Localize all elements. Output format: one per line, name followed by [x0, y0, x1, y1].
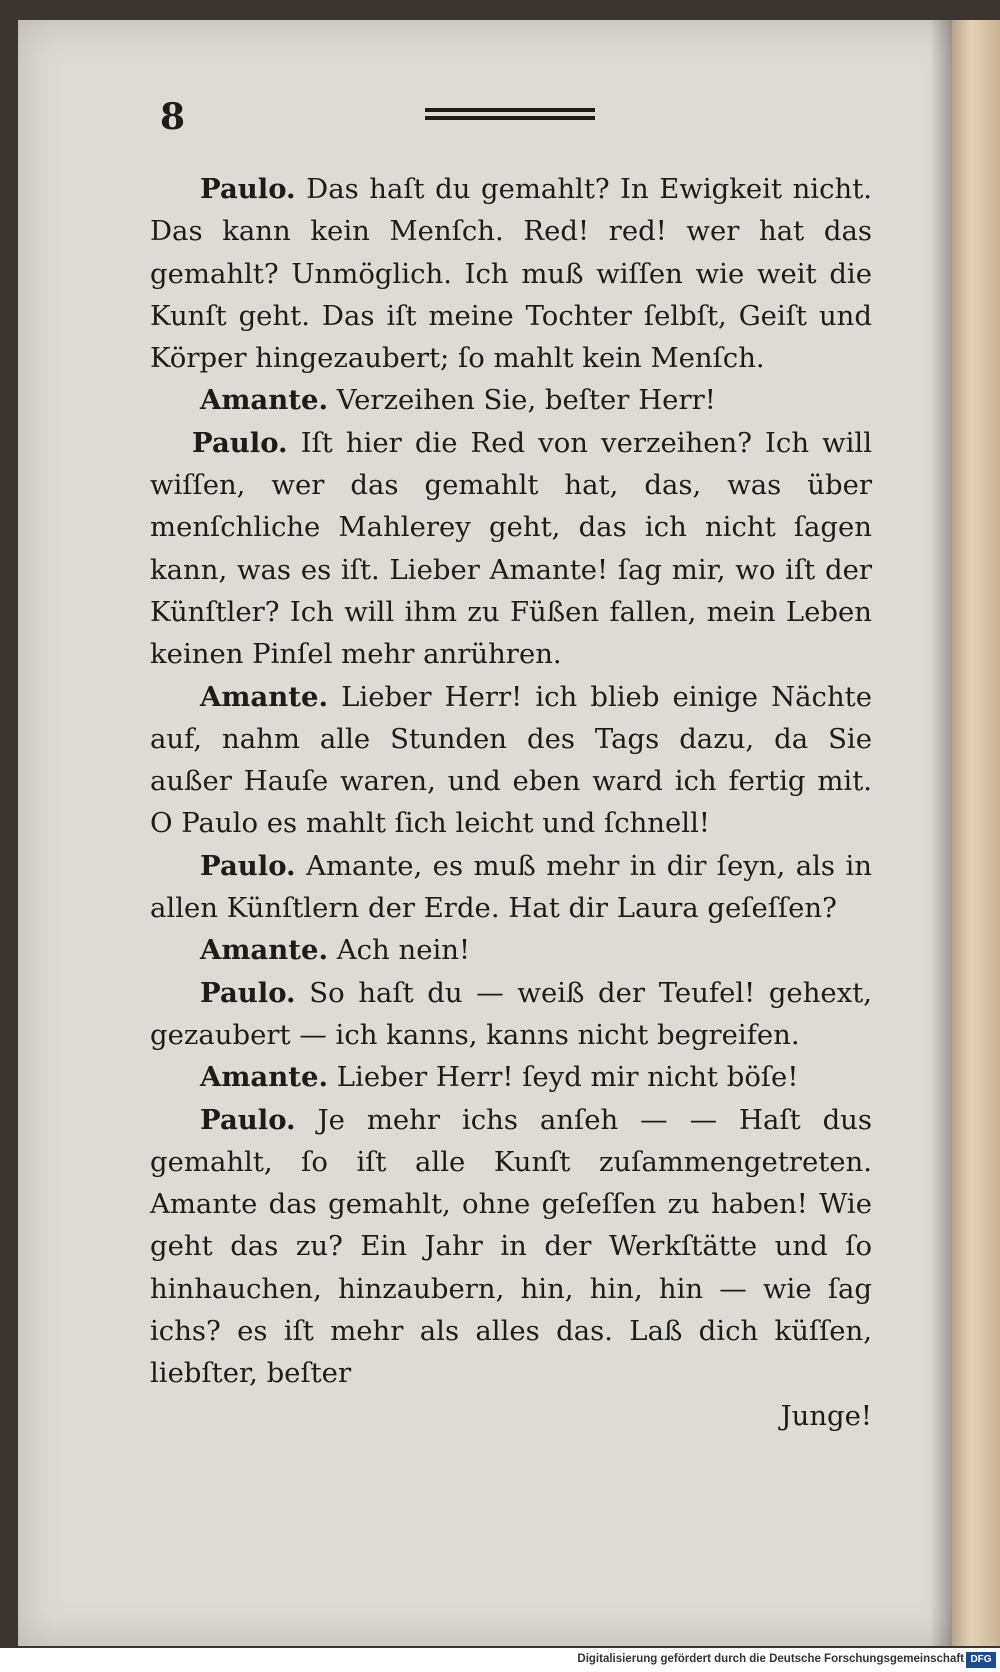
paragraph: [150, 972, 872, 1057]
speech-text: So haſt du — weiß der Teufel! gehext, gezaubert — ich kanns, kanns nicht begreifen.: [150, 976, 872, 1051]
header-rule: [425, 108, 595, 122]
speaker-name: Paulo.: [200, 849, 296, 882]
speaker-name: Paulo.: [200, 1103, 296, 1136]
footer-bar: [0, 1650, 1000, 1672]
paragraph: [150, 422, 872, 676]
paragraph: [150, 1099, 872, 1395]
paragraph: [150, 168, 872, 379]
speaker-name: Amante.: [200, 1061, 329, 1094]
paragraph: [150, 379, 872, 421]
speaker-name: Amante.: [200, 680, 329, 713]
page-text: [150, 168, 872, 1437]
page-number: 8: [160, 96, 186, 138]
page-gutter-shadow: [930, 20, 954, 1646]
speech-text: Iſt hier die Red von verzeihen? Ich will wiſſen, wer das gemahlt hat, das, was über menſchliche Mahlerey geht, das ich nicht ſagen kann, was es iſt. Lieber Amante! ſag mir, wo iſt der Künſtler? Ich will ihm zu Füßen fallen, mein Leben keinen Pinſel mehr anrühren.: [150, 426, 873, 671]
speaker-name: Amante.: [200, 384, 329, 417]
speaker-name: Paulo.: [192, 426, 288, 459]
paragraph: [150, 676, 872, 845]
paragraph: [150, 845, 872, 930]
speaker-name: Amante.: [200, 934, 329, 967]
speech-text: Je mehr ichs anſeh — — Haſt dus gemahlt, ſo iſt alle Kunſt zuſammengetreten. Amante das gemahlt, ohne geſeſſen zu haben! Wie geht das zu? Ein Jahr in der Werkſtätte und ſo hinhauchen, hinzaubern, hin, hin, hin — wie ſag ichs? es iſt mehr als alles das. Laß dich küſſen, liebſter, beſter: [150, 1103, 872, 1390]
last-line: Junge!: [780, 1399, 872, 1432]
speech-text: Ach nein!: [336, 934, 471, 967]
speaker-name: Paulo.: [200, 173, 296, 205]
dfg-logo: DFG: [966, 1652, 996, 1668]
speech-text: Verzeihen Sie, beſter Herr!: [336, 384, 716, 417]
book-edge: [952, 20, 1000, 1646]
speech-text: Lieber Herr! ich blieb einige Nächte auf, nahm alle Stunden des Tags dazu, da Sie außer Hauſe waren, und eben ward ich fertig mit. O Paulo es mahlt ſich leicht und ſchnell!: [150, 680, 872, 840]
paragraph: [150, 929, 872, 971]
speech-text: Lieber Herr! ſeyd mir nicht böſe!: [336, 1061, 799, 1094]
speech-text: Amante, es muß mehr in dir ſeyn, als in allen Künſtlern der Erde. Hat dir Laura geſeſſen?: [150, 849, 872, 925]
paragraph: [150, 1056, 872, 1098]
speaker-name: Paulo.: [200, 976, 296, 1009]
funding-credit: Digitalisierung gefördert durch die Deutsche Forschungsgemeinschaft: [577, 1653, 964, 1665]
speech-text: Das haſt du gemahlt? In Ewigkeit nicht. Das kann kein Menſch. Red! red! wer hat das gemahlt? Unmöglich. Ich muß wiſſen wie weit die Kunſt geht. Das iſt meine Tochter ſelbſt, Geiſt und Körper hingezaubert; ſo mahlt kein Menſch.: [150, 173, 872, 375]
